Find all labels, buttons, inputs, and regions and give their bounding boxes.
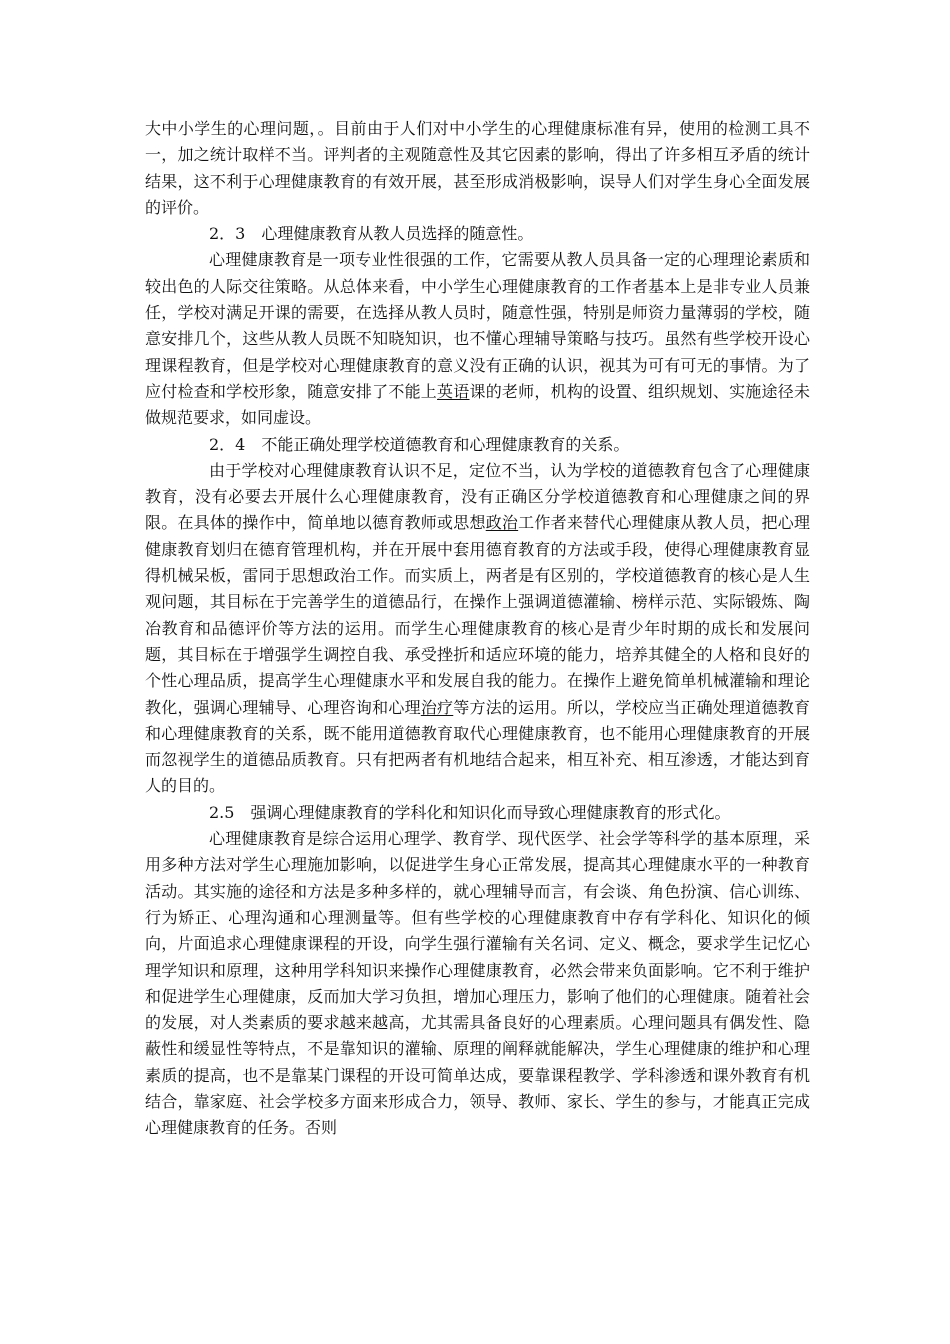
section-heading-2-5: 2.5 强调心理健康教育的学科化和知识化而导致心理健康教育的形式化。 bbox=[209, 802, 731, 822]
section-heading-2-4: 2．4 不能正确处理学校道德教育和心理健康教育的关系。 bbox=[209, 434, 630, 454]
paragraph-intro: 大中小学生的心理问题，。目前由于人们对中小学生的心理健康标准有异，使用的检测工具不一，加之统计取样不当。评判者的主观随意性及其它因素的影响，得出了许多相互矛盾的统计结果，这不利于心理健康教育的有效开展，甚至形成消极影响，误导人们对学生身心全面发展的评价。 bbox=[145, 119, 810, 217]
paragraph-2-5: 心理健康教育是综合运用心理学、教育学、现代医学、社会学等科学的基本原理，采用多种方法对学生心理施加影响，以促进学生身心正常发展，提高其心理健康水平的一种教育活动。其实施的途径和方法是多种多样的，就心理辅导而言，有会谈、角色扮演、信心训练、行为矫正、心理沟通和心理测量等。但有些学校的心理健康教育中存有学科化、知识化的倾向，片面追求心理健康课程的开设，向学生强行灌输有关名词、定义、概念，要求学生记忆心理学知识和原理，这种用学科知识来操作心理健康教育，必然会带来负面影响。它不利于维护和促进学生心理健康，反而加大学习负担，增加心理压力，影响了他们的心理健康。随着社会的发展，对人类素质的要求越来越高，尤其需具备良好的心理素质。心理问题具有偶发性、隐蔽性和缓显性等特点，不是靠知识的灌输、原理的阐释就能解决，学生心理健康的维护和心理素质的提高，也不是靠某门课程的开设可简单达成，要靠课程教学、学科渗透和课外教育有机结合，靠家庭、社会学校多方面来形成合力，领导、教师、家长、学生的参与，才能真正完成心理健康教育的任务。否则 bbox=[145, 829, 810, 1138]
document-body bbox=[145, 116, 810, 1142]
paragraph-text: 等方法的运用。所以，学校应当正确处理道德教育和心理健康教育的关系，既不能用道德教育取代心理健康教育，也不能用心理健康教育的开展而忽视学生的道德品质教育。只有把两者有机地结合起来，相互补充、相互渗透，才能达到育人的目的。 bbox=[145, 697, 810, 796]
paragraph-text: 工作者来替代心理健康从教人员，把心理健康教育划归在德育管理机构，并在开展中套用德育教育的方法或手段，使得心理健康教育显得机械呆板，雷同于思想政治工作。而实质上，两者是有区别的，学校道德教育的核心是人生观问题，其目标在于完善学生的道德品行，在操作上强调道德灌输、榜样示范、实际锻炼、陶冶教育和品德评价等方法的运用。而学生心理健康教育的核心是青少年时期的成长和发展问题，其目标在于增强学生调控自我、承受挫折和适应环境的能力，培养其健全的人格和良好的个性心理品质，提高学生心理健康水平和发展自我的能力。在操作上避免简单机械灌输和理论教化，强调心理辅导、心理咨询和心理 bbox=[145, 513, 810, 717]
paragraph-text: 由于学校对心理健康教育认识不足，定位不当，认为学校的道德教育包含了心理健康教育，没有必要去开展什么心理健康教育，没有正确区分学校道德教育和心理健康之间的界限。在具体的操作中，简单地以德育教师或思想 bbox=[145, 460, 810, 533]
paragraph-2-4 bbox=[145, 458, 810, 800]
paragraph-text: 课的老师，机构的设置、组织规划、实施途径未做规范要求，如同虚设。 bbox=[145, 381, 810, 428]
english-link[interactable]: 英语 bbox=[437, 381, 470, 401]
paragraph-2-3 bbox=[145, 247, 810, 431]
politics-link[interactable]: 政治 bbox=[485, 513, 519, 533]
section-heading-2-3: 2．3 心理健康教育从教人员选择的随意性。 bbox=[209, 224, 534, 244]
paragraph-text: 心理健康教育是一项专业性很强的工作，它需要从教人员具备一定的心理理论素质和较出色的人际交往策略。从总体来看，中小学生心理健康教育的工作者基本上是非专业人员兼任，学校对满足开课的需要，在选择从教人员时，随意性强，特别是师资力量薄弱的学校，随意安排几个，这些从教人员既不知晓知识，也不懂心理辅导策略与技巧。虽然有些学校开设心理课程教育，但是学校对心理健康教育的意义没有正确的认识，视其为可有可无的事情。为了应付检查和学校形象，随意安排了不能上 bbox=[145, 250, 810, 401]
therapy-link[interactable]: 治疗 bbox=[420, 697, 454, 717]
